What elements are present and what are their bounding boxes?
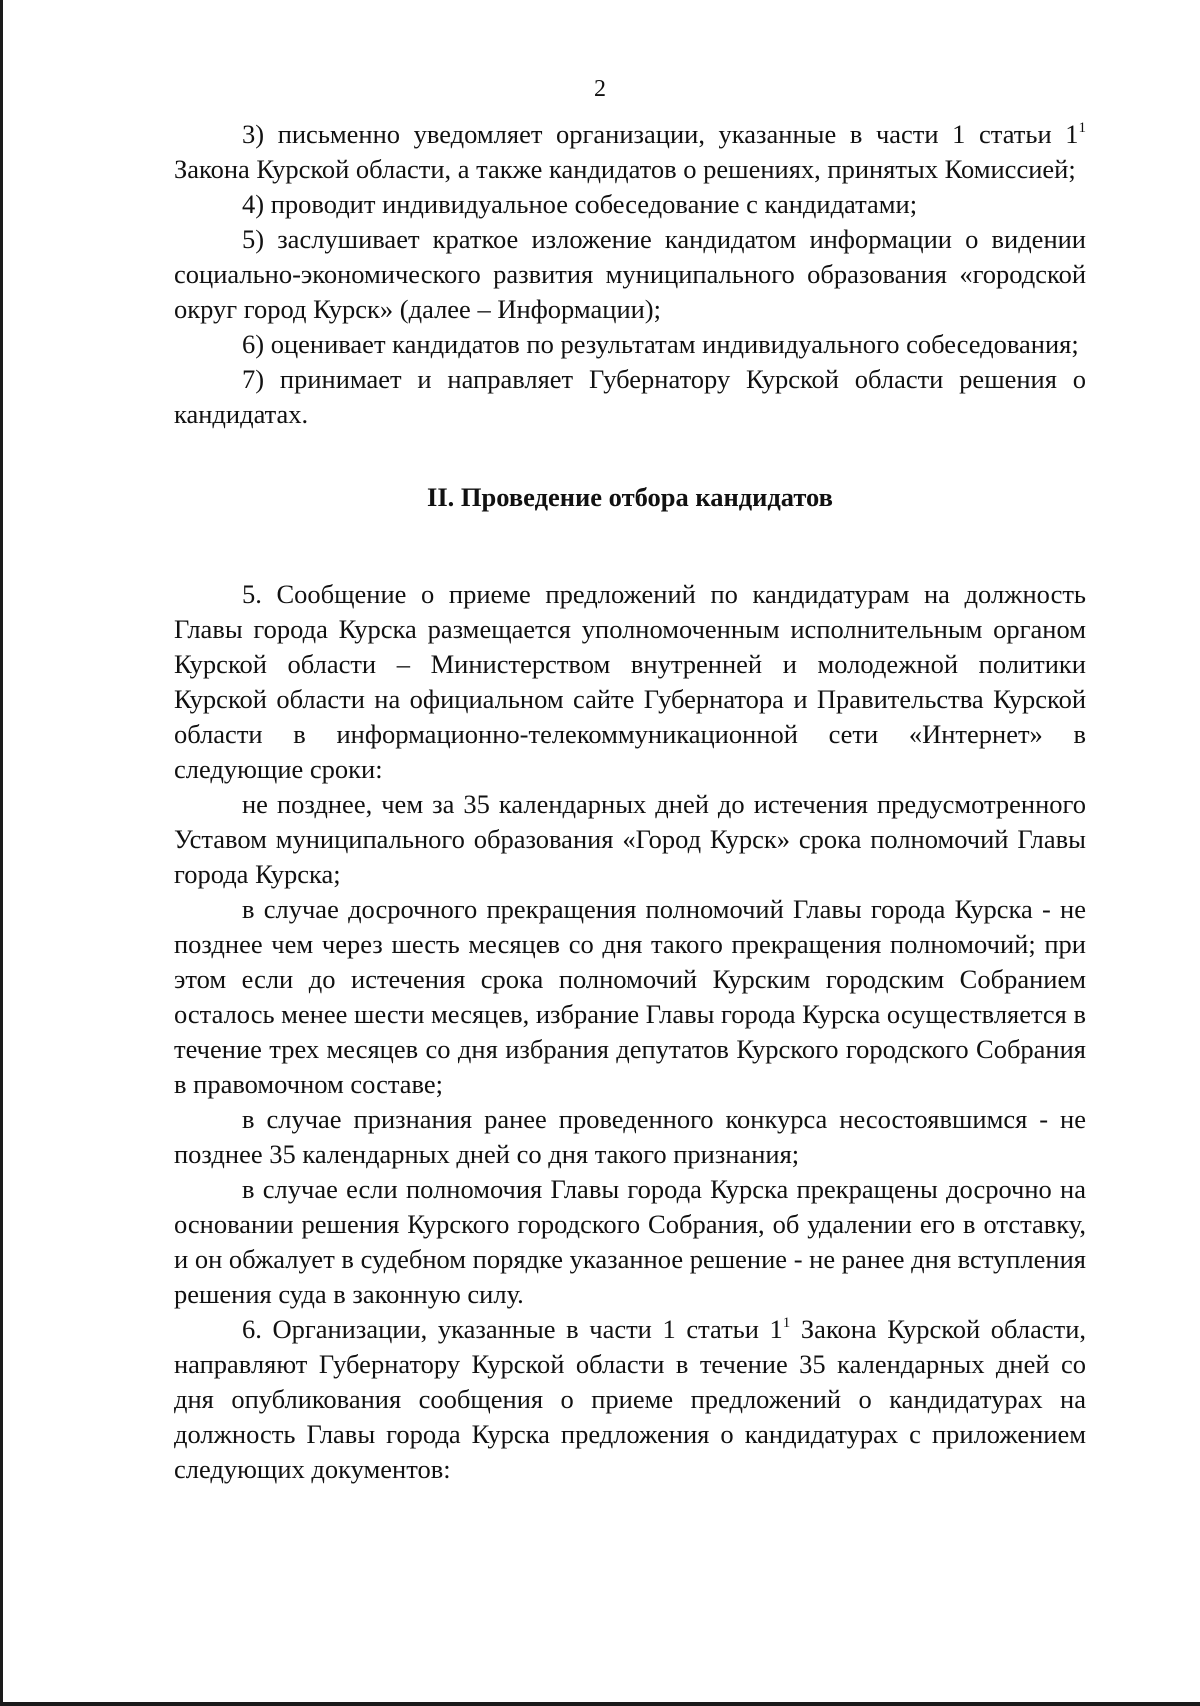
- scan-edge-left: [0, 0, 3, 1706]
- paragraph-6-text-cont: Закона Курской области, направляют Губернатору Курской области в течение 35 календарных дней со дня опубликования сообщения о приеме предложений о кандидатурах на должность Главы города Курска предложения о кандидатурах с приложением следующих документов:: [174, 1314, 1086, 1484]
- paragraph-term-2: в случае досрочного прекращения полномочий Главы города Курска - не позднее чем через шесть месяцев со дня такого прекращения полномочий; при этом если до истечения срока полномочий Курским городским Собранием осталось менее шести месяцев, избрание Главы города Курска осуществляется в течение трех месяцев со дня избрания депутатов Курского городского Собрания в правомочном составе;: [174, 894, 1086, 1099]
- list-item-3-text: 3) письменно уведомляет организации, указанные в части 1 статьи 1: [242, 119, 1079, 149]
- superscript: 1: [1078, 120, 1086, 136]
- scan-edge-bottom: [0, 1702, 1200, 1706]
- list-item-3: [174, 117, 1086, 187]
- list-item-7: 7) принимает и направляет Губернатору Курской области решения о кандидатах.: [174, 364, 1086, 429]
- list-item-6: 6) оценивает кандидатов по результатам индивидуального собеседования;: [242, 329, 1079, 359]
- section-heading: II. Проведение отбора кандидатов: [427, 482, 833, 512]
- page-number: 2: [594, 76, 606, 102]
- paragraph-5: 5. Сообщение о приеме предложений по кандидатурам на должность Главы города Курска размещается уполномоченным исполнительным органом Курской области – Министерством внутренней и молодежной политики Курской области на официальном сайте Губернатора и Правительства Курской области в информационно-телекоммуникационной сети «Интернет» в следующие сроки:: [174, 579, 1086, 784]
- paragraph-6-text: 6. Организации, указанные в части 1 статьи 1: [242, 1314, 783, 1344]
- list-item-4: 4) проводит индивидуальное собеседование с кандидатами;: [242, 189, 918, 219]
- paragraph-term-1: не позднее, чем за 35 календарных дней до истечения предусмотренного Уставом муниципального образования «Город Курск» срока полномочий Главы города Курска;: [174, 789, 1086, 889]
- list-item-5: 5) заслушивает краткое изложение кандидатом информации о видении социально-экономического развития муниципального образования «городской округ город Курск» (далее – Информации);: [174, 224, 1086, 324]
- superscript: 1: [782, 1315, 791, 1331]
- paragraph-term-4: в случае если полномочия Главы города Курска прекращены досрочно на основании решения Курского городского Собрания, об удалении его в отставку, и он обжалует в судебном порядке указанное решение - не ранее дня вступления решения суда в законную силу.: [174, 1174, 1086, 1309]
- document-body: [174, 117, 1086, 1487]
- paragraph-6: [174, 1312, 1086, 1487]
- paragraph-term-3: в случае признания ранее проведенного конкурса несостоявшимся - не позднее 35 календарных дней со дня такого признания;: [174, 1104, 1086, 1169]
- list-item-3-text-cont: Закона Курской области, а также кандидатов о решениях, принятых Комиссией;: [174, 154, 1076, 184]
